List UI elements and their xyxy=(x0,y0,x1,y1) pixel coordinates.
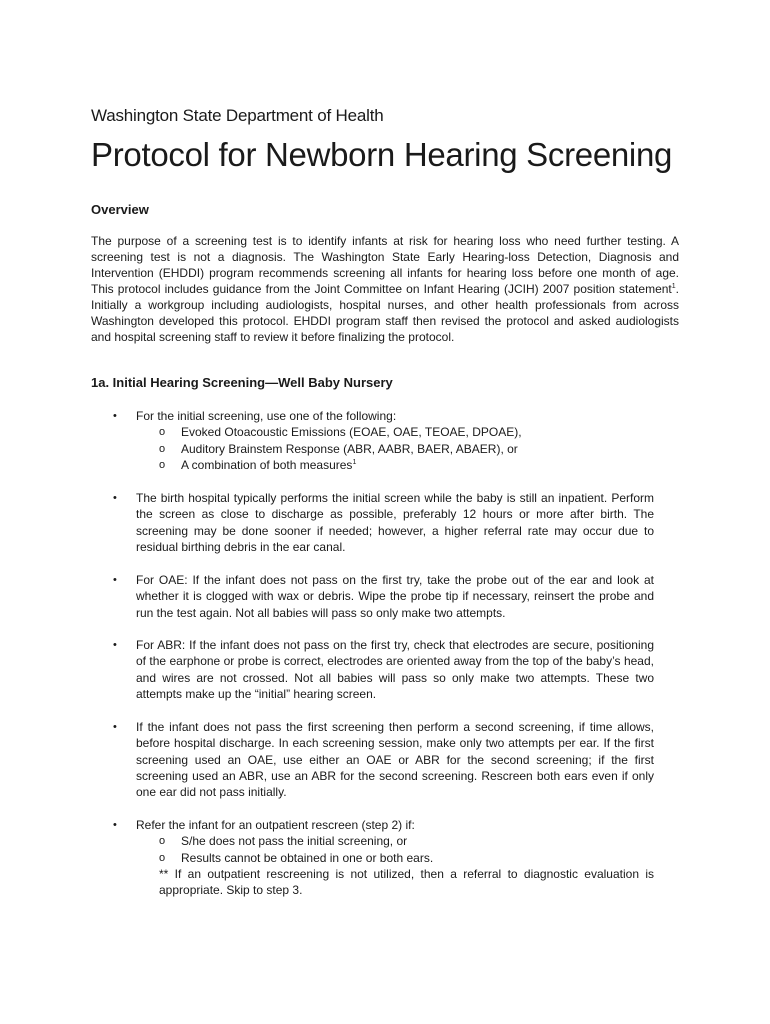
bullet-abr xyxy=(113,637,654,702)
circle-bullet-icon: o xyxy=(159,851,166,864)
bullet-text: If the infant does not pass the first screening then perform a second screening, if time allows, before hospital discharge. In each screening session, make only two attempts per ear. If the first screening used an OAE, use either an OAE or ABR for the second screening; if the first screening used an ABR, use an ABR for the second screening. Rescreen both ears even if only one ear did not pass initially. xyxy=(136,720,654,800)
circle-bullet-icon: o xyxy=(159,835,166,848)
bullet-initial-screening xyxy=(113,408,654,473)
overview-paragraph xyxy=(91,233,679,345)
bullet-text: For OAE: If the infant does not pass on the first try, take the probe out of the ear and look at whether it is clogged with wax or debris. Wipe the probe tip if necessary, reinsert the probe and run the test again. Not all babies will pass so only make two attempts. xyxy=(136,573,654,620)
circle-bullet-icon: o xyxy=(159,458,166,471)
bullet-oae xyxy=(113,572,654,621)
overview-text-part2: . Initially a workgroup including audiologists, hospital nurses, and other health professionals from across Washington developed this protocol. EHDDI program staff then revised the protocol and asked audiologists and hospital screening staff to review it before finalizing the protocol. xyxy=(91,282,679,344)
sub-item xyxy=(136,833,654,849)
circle-bullet-icon: o xyxy=(159,426,166,439)
referral-condition-list xyxy=(136,833,654,866)
overview-text-part1: The purpose of a screening test is to identify infants at risk for hearing loss who need further testing. A screening test is not a diagnosis. The Washington State Early Hearing-loss Detection, Diagnosis and Intervention (EHDDI) program recommends screening all infants for hearing loss before one month of age. This protocol includes guidance from the Joint Committee on Infant Hearing (JCIH) 2007 position statement xyxy=(91,234,679,296)
referral-note: ** If an outpatient rescreening is not utilized, then a referral to diagnostic evaluation is appropriate. Skip to step 3. xyxy=(159,866,654,898)
sub-item xyxy=(136,424,654,440)
sub-item-text: Evoked Otoacoustic Emissions (EOAE, OAE, TEOAE, DPOAE), xyxy=(181,425,522,440)
bullet-icon: • xyxy=(113,639,117,651)
bullet-text: For the initial screening, use one of the following: xyxy=(136,409,397,423)
footnote-ref: 1 xyxy=(352,458,357,466)
bullet-outpatient-referral xyxy=(113,817,654,898)
bullet-icon: • xyxy=(113,721,117,733)
bullet-icon: • xyxy=(113,410,117,422)
sub-item-text: Auditory Brainstem Response (ABR, AABR, BAER, ABAER), or xyxy=(181,441,518,456)
bullet-text: Refer the infant for an outpatient rescreen (step 2) if: xyxy=(136,818,415,832)
document-title: Protocol for Newborn Hearing Screening xyxy=(91,136,673,173)
bullet-text: For ABR: If the infant does not pass on the first try, check that electrodes are secure, positioning of the earphone or probe is correct, electrodes are oriented away from the top of the baby’s head, and wires are not crossed. Not all babies will pass so only make two attempts. These two attempts make up the “initial” hearing screen. xyxy=(136,638,654,701)
overview-heading: Overview xyxy=(91,202,149,217)
bullet-icon: • xyxy=(113,492,117,504)
bullet-icon: • xyxy=(113,819,117,831)
sub-item-text: Results cannot be obtained in one or both ears. xyxy=(181,850,434,865)
department-name: Washington State Department of Health xyxy=(91,106,384,125)
screening-method-list xyxy=(136,424,654,473)
sub-item xyxy=(136,850,654,866)
footnote-ref: 1 xyxy=(671,283,676,290)
sub-item-text: A combination of both measures xyxy=(181,457,353,472)
circle-bullet-icon: o xyxy=(159,442,166,455)
sub-item-text: S/he does not pass the initial screening, or xyxy=(181,834,408,849)
sub-item xyxy=(136,457,654,473)
bullet-second-screening xyxy=(113,719,654,800)
bullet-birth-hospital xyxy=(113,490,654,555)
bullet-text: The birth hospital typically performs the initial screen while the baby is still an inpatient. Perform the screen as close to discharge as possible, preferably 12 hours or more after birth. The screening may be done sooner if needed; however, a higher referral rate may occur due to residual birthing debris in the ear canal. xyxy=(136,491,654,554)
section-1a-heading: 1a. Initial Hearing Screening—Well Baby Nursery xyxy=(91,375,393,390)
bullet-icon: • xyxy=(113,574,117,586)
sub-item xyxy=(136,441,654,457)
